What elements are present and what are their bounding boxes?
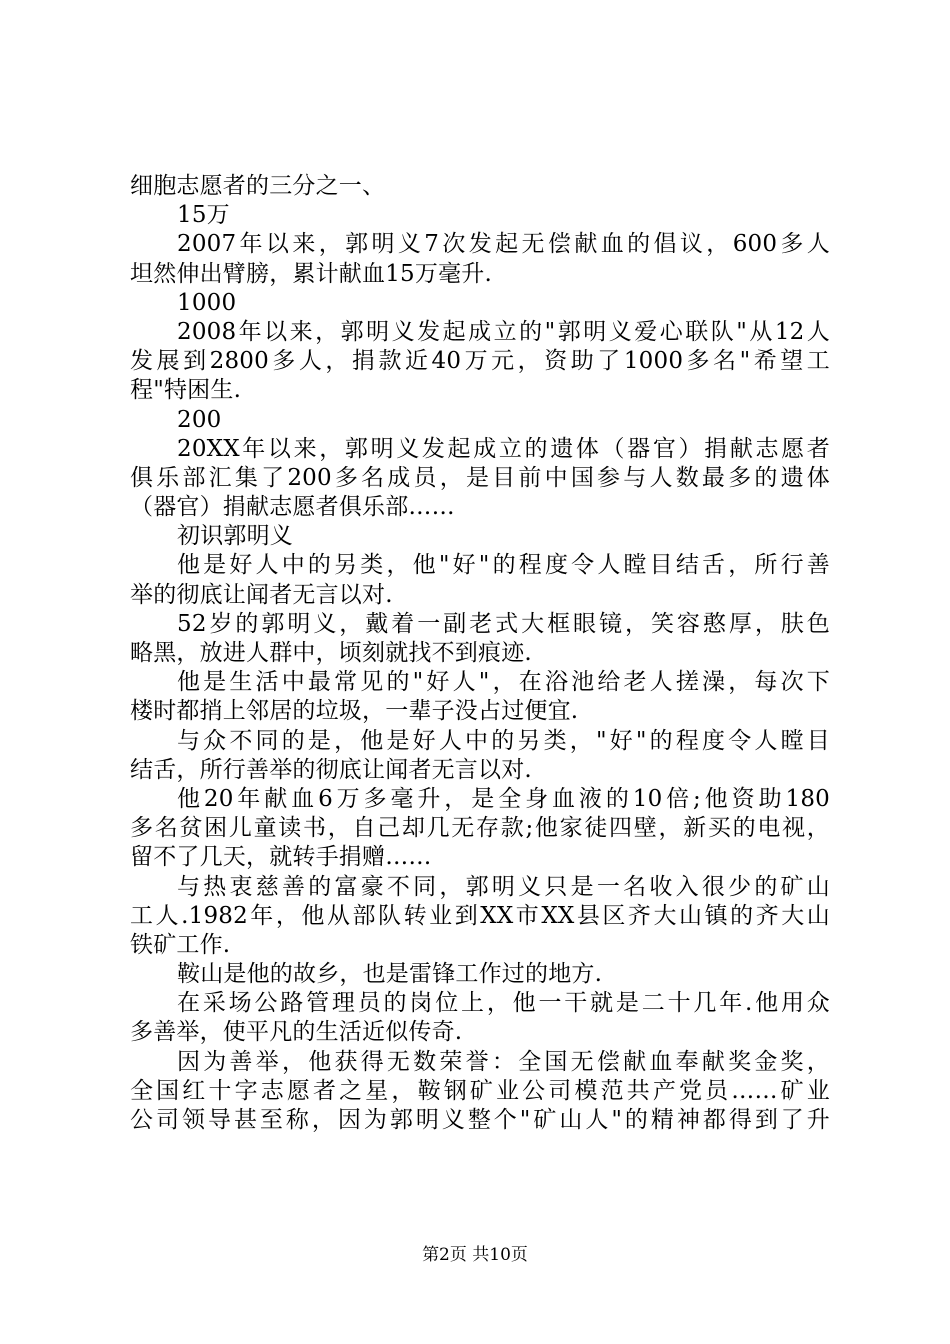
text-line: 公司领导甚至称，因为郭明义整个"矿山人"的精神都得到了升 (130, 1107, 830, 1133)
text-line: 俱乐部汇集了200多名成员，是目前中国参与人数最多的遗体 (130, 464, 830, 491)
text-line: 多善举，使平凡的生活近似传奇. (130, 1019, 463, 1046)
text-line: 在采场公路管理员的岗位上，他一干就是二十几年.他用众 (177, 990, 830, 1017)
document-body (130, 172, 830, 1135)
text-line: 坦然伸出臂膀，累计献血15万毫升. (130, 260, 492, 287)
text-line: 举的彻底让闻者无言以对. (130, 581, 393, 608)
text-line: 2008年以来，郭明义发起成立的"郭明义爱心联队"从12人 (177, 318, 830, 345)
text-line: 因为善举，他获得无数荣誉：全国无偿献血奉献奖金奖， (177, 1048, 830, 1075)
text-line: 他是生活中最常见的"好人"，在浴池给老人搓澡，每次下 (177, 669, 830, 696)
text-line: 2007年以来，郭明义7次发起无偿献血的倡议，600多人 (177, 231, 830, 258)
text-line: 多名贫困儿童读书，自己却几无存款;他家徒四壁，新买的电视， (130, 815, 830, 842)
text-line: 与热衷慈善的富豪不同，郭明义只是一名收入很少的矿山 (177, 873, 830, 900)
text-line: 200 (177, 406, 222, 433)
text-line: 细胞志愿者的三分之一、 (130, 173, 386, 199)
text-line: 楼时都捎上邻居的垃圾，一辈子没占过便宜. (130, 698, 579, 725)
text-line: 程"特困生. (130, 377, 242, 404)
text-line: 鞍山是他的故乡，也是雷锋工作过的地方. (177, 961, 603, 988)
text-line: 52岁的郭明义，戴着一副老式大框眼镜，笑容憨厚，肤色 (177, 610, 830, 637)
text-line: 20XX年以来，郭明义发起成立的遗体（器官）捐献志愿者 (177, 435, 830, 462)
text-line: 初识郭明义 (177, 523, 293, 550)
page-footer: 第2页 共10页 (422, 1245, 528, 1265)
text-line: 结舌，所行善举的彻底让闻者无言以对. (130, 756, 532, 783)
text-line: 他是好人中的另类，他"好"的程度令人瞠目结舌，所行善 (177, 552, 830, 579)
text-line: 留不了几天，就转手捐赠…… (130, 844, 432, 871)
text-line: 发展到2800多人，捐款近40万元，资助了1000多名"希望工 (130, 348, 830, 375)
text-line: 全国红十字志愿者之星，鞍钢矿业公司模范共产党员……矿业 (130, 1077, 830, 1104)
text-line: 铁矿工作. (130, 931, 231, 958)
text-line: 15万 (177, 202, 230, 229)
text-line: 他20年献血6万多毫升，是全身血液的10倍;他资助180 (177, 785, 830, 812)
text-line: 略黑，放进人群中，顷刻就找不到痕迹. (130, 640, 532, 666)
text-line: 1000 (177, 289, 237, 316)
text-line: 工人.1982年，他从部队转业到XX市XX县区齐大山镇的齐大山 (130, 902, 830, 929)
text-line: （器官）捐献志愿者俱乐部…… (130, 494, 455, 521)
text-line: 与众不同的是，他是好人中的另类，"好"的程度令人瞠目 (177, 727, 830, 754)
